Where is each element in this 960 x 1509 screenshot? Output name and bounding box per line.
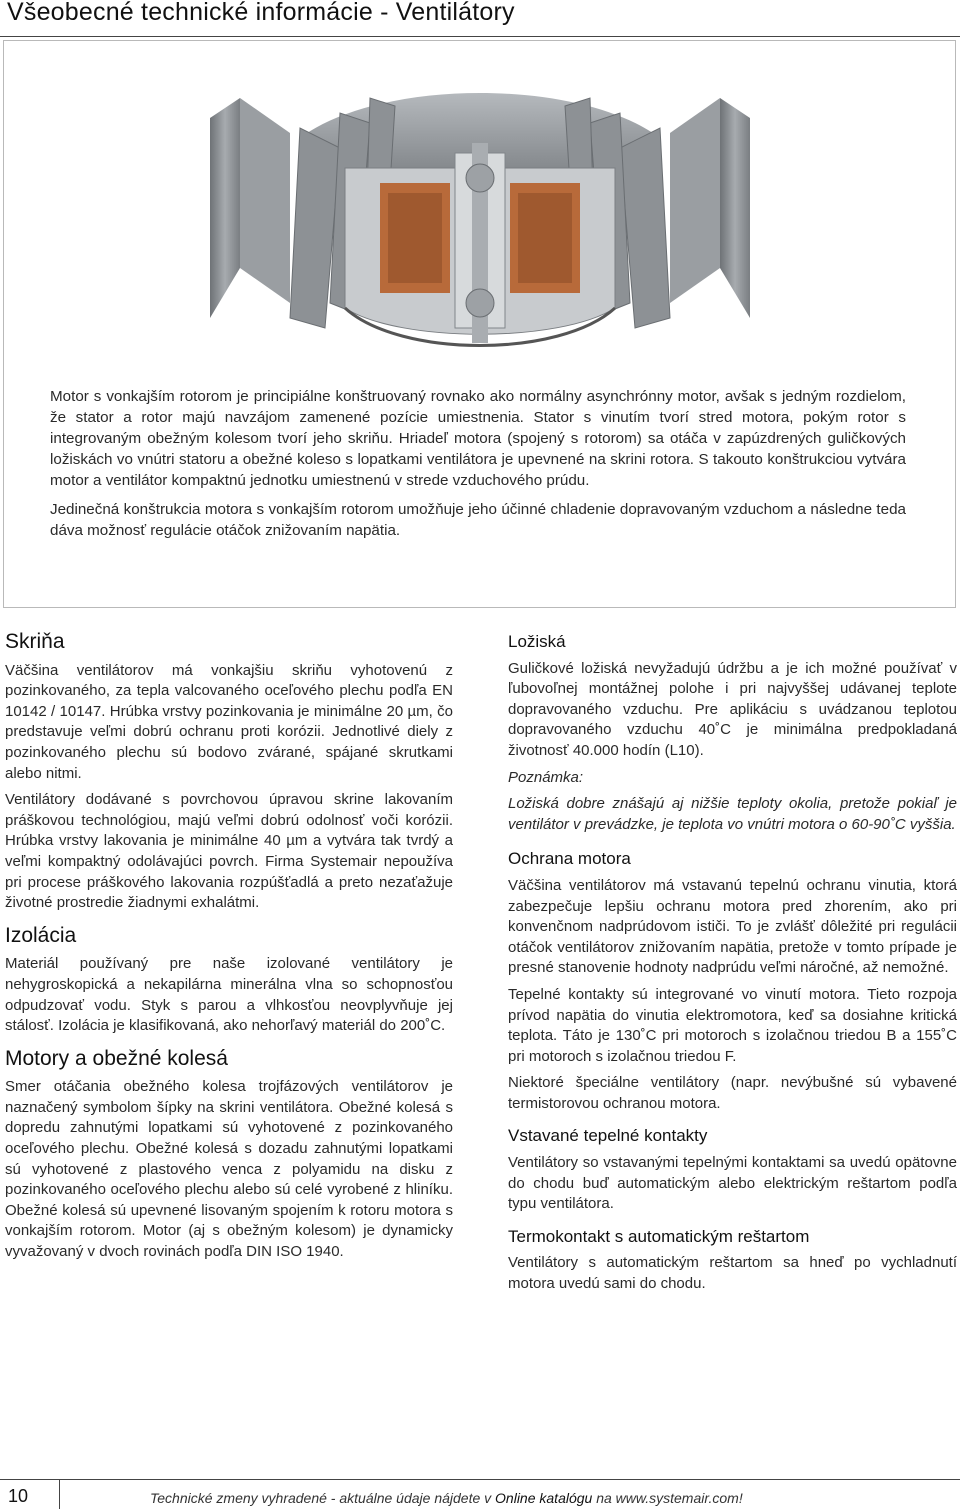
footer-note <box>150 1490 743 1506</box>
section-heading-motory: Motory a obežné kolesá <box>5 1046 228 1070</box>
loziska-paragraph: Guličkové ložiská nevyžadujú údržbu a je ich možné používať v ľubovoľnej montážnej polohe i pri najvyššej udávanej teplote dopravovaného vzduchu. Pre aplikáciu s uvádzanou teplotou dopravovaného vzduchu 40˚C je minimálna predpokladaná životnosť 40.000 hodín (L10). <box>508 659 957 759</box>
skrina-paragraph-2: Ventilátory dodávané s povrchovou úpravou skrine lakovaním práškovou technológiou, majú veľmi dobrú odolnosť voči korózii. Hrúbka vrstvy lakovania je minimálne 40 µm a vytvára tak tvrdý a veľmi kompaktný odolávajúci povrch. Firma Systemair nepoužíva pri procese práškového lakovania rozpúšťadlá a preto nezaťažuje životné prostredie žiadnymi exhalátmi. <box>5 791 453 912</box>
footer-note-prefix: Technické zmeny vyhradené - aktuálne údaje nájdete v <box>150 1490 496 1506</box>
izolacia-paragraph: Materiál používaný pre naše izolované ventilátory je nehygroskopická a nekapilárna minerálna vlna so schopnosťou odpudzovať vodu. Styk s parou a vlhkosťou neovplyvňuje jej stálosť. Izolácia je klasifikovaná, ako nehorľavý materiál do 200˚C. <box>5 955 453 1035</box>
footer-rule <box>0 1479 960 1480</box>
page-title: Všeobecné technické informácie - Ventilátory <box>7 0 515 26</box>
section-heading-loziska: Ložiská <box>508 632 566 651</box>
section-heading-skrina: Skriňa <box>5 630 65 653</box>
section-heading-vstavane: Vstavané tepelné kontakty <box>508 1126 708 1146</box>
ochrana-paragraph-2: Tepelné kontakty sú integrované vo vinutí motora. Tieto rozpoja prívod napätia do vinutia elektromotora, keď sa dosiahne kritická teplota. Táto je 130˚C pri motoroch s izolačnou triedou B a 155˚C pri motoroch s izolačnou triedou F. <box>508 985 957 1065</box>
left-column <box>5 632 453 1269</box>
fan-cross-section-image <box>180 58 780 378</box>
note-label: Poznámka: <box>508 768 584 786</box>
note-text: Ložiská dobre znášajú aj nižšie teploty okolia, pretože pokiaľ je ventilátor v prevádzke, je teplota vo vnútri motora o 60-90˚C vyššia. <box>508 795 957 833</box>
right-column <box>508 632 957 1301</box>
vstavane-paragraph: Ventilátory so vstavanými tepelnými kontaktami sa uvedú opätovne do chodu buď automatickým alebo elektrickým reštartom podľa typu ventilátora. <box>508 1154 957 1213</box>
ochrana-paragraph-1: Väčšina ventilátorov má vstavanú tepelnú ochranu vinutia, ktorá zabezpečuje lepšiu ochranu motora pred zhorením, ako pri konvenčnom nadprúdovom ističi. To je zvlášť dôležité pri regulácii otáčok ventilátorov znižovaním napätia, pretože v tomto prípade je presné stanovenie hodnoty nadprúdu veľmi náročné, až nemožné. <box>508 876 957 977</box>
section-heading-ochrana: Ochrana motora <box>508 849 631 869</box>
footer-separator <box>59 1480 60 1509</box>
ochrana-paragraph-3: Niektoré špeciálne ventilátory (napr. nevýbušné sú vybavené termistorovou ochranou motora. <box>508 1074 957 1112</box>
section-heading-termokontakt: Termokontakt s automatickým reštartom <box>508 1226 810 1246</box>
title-rule <box>0 36 960 37</box>
intro-text <box>50 386 906 549</box>
footer-note-suffix: na www.systemair.com! <box>592 1490 743 1506</box>
motory-paragraph: Smer otáčania obežného kolesa trojfázových ventilátorov je naznačený symbolom šípky na skrini ventilátora. Obežné kolesá s dopredu zahnutými lopatkami sú vyhotovené z pozinkovaného oceľového plechu. Obežné kolesá s dozadu zahnutými lopatkami sú vyhotovené z plastového venca z polyamidu na disku z pozinkovaného oceľového plechu alebo sú celé vyrobené z hliníku. Obežné kolesá sú upevnené lisovaným spojením k rotoru motora s vonkajším rotorom. Motor (aj s obežným kolesom) je dynamicky vyvažovaný v dvoch rovinách podľa DIN ISO 1940. <box>5 1078 453 1261</box>
intro-paragraph: Motor s vonkajším rotorom je principiálne konštruovaný rovnako ako normálny asynchrónny motor, avšak s jedným rozdielom, že stator a rotor majú navzájom zamenené pozície umiestnenia. Stator s vinutím tvorí stred motora, pokým rotor s integrovaným obežným kolesom tvorí jeho skriňu. Hriadeľ motora (spojený s rotorom) sa otáča v zapúzdrených guličkových ložiskách vo vnútri statoru a obežné koleso s lopatkami ventilátora je upevnené na skrini rotora. S takouto konštrukciou vytvára motor a ventilátor kompaktnú jednotku umiestnenú v strede vzduchového prúdu. <box>50 388 906 489</box>
intro-paragraph: Jedinečná konštrukcia motora s vonkajším rotorom umožňuje jeho účinné chladenie dopravovaným vzduchom a následne teda dáva možnosť regulácie otáčok znižovaním napätia. <box>50 501 906 539</box>
footer-online-catalog-link[interactable]: Online katalógu <box>495 1490 593 1506</box>
page-number: 10 <box>8 1486 29 1506</box>
skrina-paragraph-1: Väčšina ventilátorov má vonkajšiu skriňu vyhotovenú z pozinkovaného, za tepla valcovaného oceľového plechu podľa EN 10142 / 10147. Hrúbka vrstvy pozinkovania je minimálne 20 µm, čo predstavuje veľmi dobrú ochranu proti korózii. Jednotlivé diely z pozinkovaného plechu sú bodovo zvárané, spájané skrutkami alebo nitmi. <box>5 661 453 782</box>
termokontakt-paragraph: Ventilátory s automatickým reštartom sa hneď po vychladnutí motora uvedú sami do chodu. <box>508 1254 957 1293</box>
section-heading-izolacia: Izolácia <box>5 923 77 947</box>
